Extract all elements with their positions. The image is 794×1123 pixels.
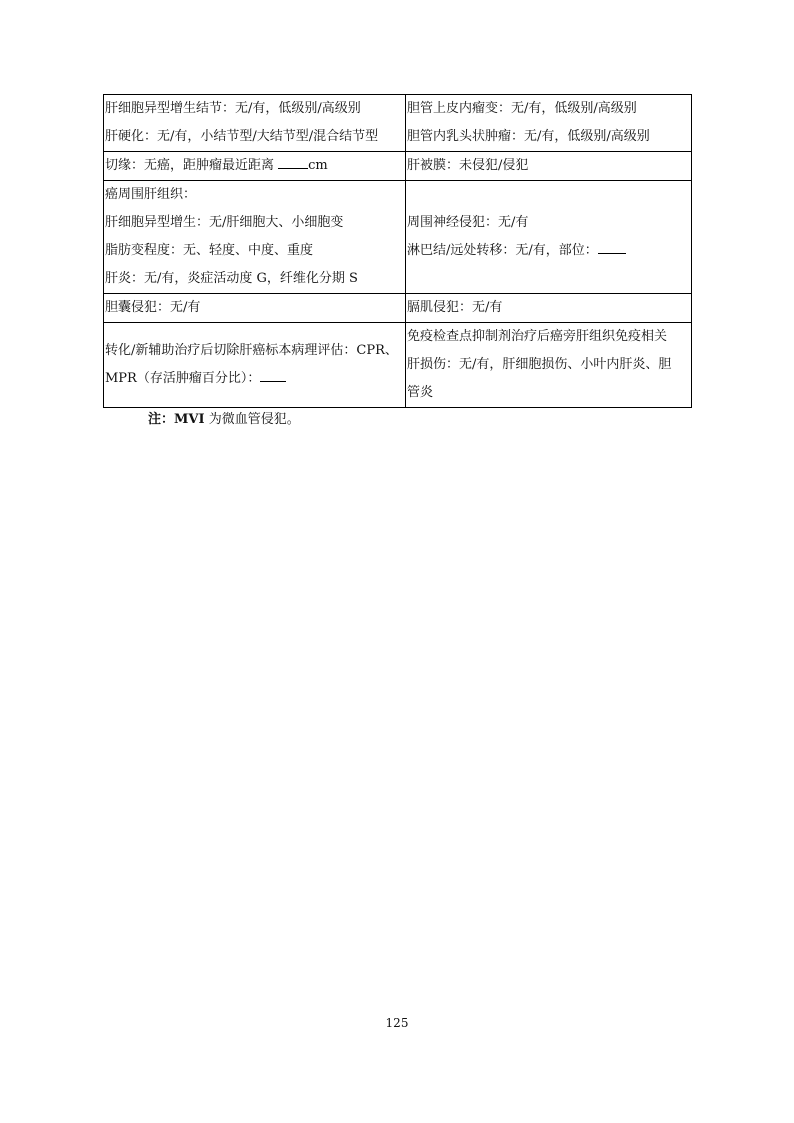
table-row [104, 152, 692, 181]
cell-text: 脂肪变程度：无、轻度、中度、重度 [105, 243, 314, 258]
table-row [104, 95, 692, 152]
table-cell [406, 181, 692, 294]
metastasis-label: 淋巴结/远处转移：无/有，部位： [407, 243, 598, 258]
table-cell [104, 95, 406, 152]
table-cell [406, 152, 692, 181]
cell-text: 胆囊侵犯：无/有 [105, 300, 201, 315]
table-row [104, 323, 692, 408]
cell-text: 周围神经侵犯：无/有 [407, 215, 529, 230]
cell-text: 胆管上皮内瘤变：无/有，低级别/高级别 [407, 101, 637, 116]
mpr-label: MPR（存活肿瘤百分比）： [105, 371, 261, 386]
cell-text: 转化/新辅助治疗后切除肝癌标本病理评估：CPR、 [105, 343, 398, 358]
cell-text: 肝炎：无/有，炎症活动度 G，纤维化分期 S [105, 271, 358, 286]
cell-text: 胆管内乳头状肿瘤：无/有，低级别/高级别 [407, 129, 650, 144]
fill-in-blank [260, 369, 286, 382]
fill-in-blank [278, 156, 308, 169]
cell-text [407, 237, 690, 265]
cell-text: 膈肌侵犯：无/有 [407, 300, 503, 315]
table-cell [406, 95, 692, 152]
cell-text: 癌周围肝组织： [105, 187, 197, 202]
cell-text: 免疫检查点抑制剂治疗后癌旁肝组织免疫相关 [407, 329, 668, 344]
pathology-report-table [103, 94, 692, 408]
fill-in-blank [598, 241, 626, 254]
cell-text: 肝细胞异型增生：无/肝细胞大、小细胞变 [105, 215, 344, 230]
margin-distance-label: 切缘：无癌，距肿瘤最近距离 [105, 158, 279, 173]
footnote-label: 注： [148, 412, 175, 427]
page-number: 125 [385, 1016, 409, 1030]
unit-label: cm [308, 158, 328, 173]
cell-text: 肝损伤：无/有，肝细胞损伤、小叶内肝炎、胆 [407, 357, 672, 372]
footnote-abbreviation: MVI [174, 412, 205, 427]
cell-text: 肝被膜：未侵犯/侵犯 [407, 158, 529, 173]
footnote-text: 为微血管侵犯。 [204, 412, 300, 427]
table-cell [406, 294, 692, 323]
table-cell [104, 152, 406, 181]
cell-text [105, 365, 404, 393]
table-cell [104, 323, 406, 408]
cell-text: 肝细胞异型增生结节：无/有，低级别/高级别 [105, 101, 361, 116]
table-cell [406, 323, 692, 408]
cell-text [105, 152, 404, 180]
table-cell [104, 181, 406, 294]
cell-text: 肝硬化：无/有，小结节型/大结节型/混合结节型 [105, 129, 379, 144]
table-row [104, 181, 692, 294]
cell-text: 管炎 [407, 385, 434, 400]
table-cell [104, 294, 406, 323]
table-row [104, 294, 692, 323]
footnote [148, 410, 300, 430]
